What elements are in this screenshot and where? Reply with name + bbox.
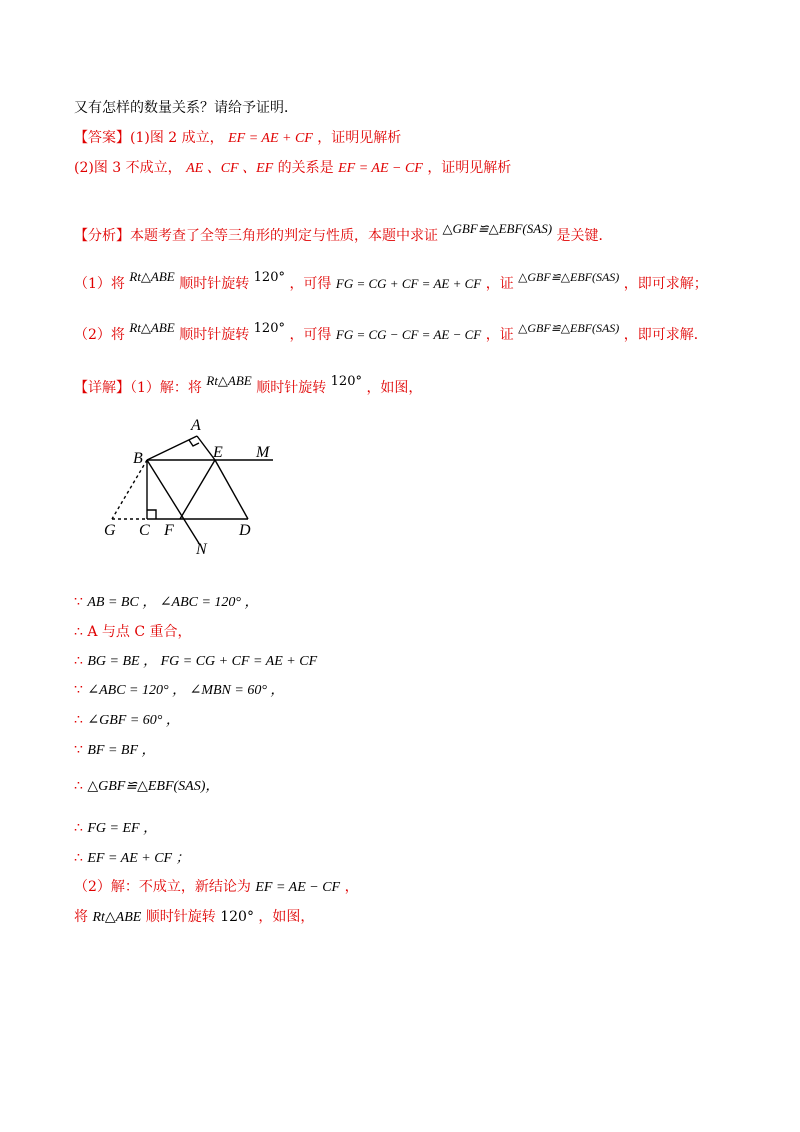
answer-mid-2: 的关系是 [277,160,334,176]
proof-text: A 与点 C 重合， [87,624,192,640]
part2-tail: ，如图， [258,909,315,925]
part2-l2-prefix: 将 [74,909,88,925]
label-A: A [191,417,201,434]
analysis-label: 【分析】本题考查了全等三角形的判定与性质，本题中求证 [74,228,438,244]
detail-intro [74,373,423,399]
label-G: G [104,522,116,539]
segment-BG-dashed [112,460,147,519]
analysis-p1-mid2: ，证 [485,276,514,292]
proof-text: ∠ABC = 120° ， ∠MBN = 60° ， [87,683,285,698]
therefore-symbol: ∴ [74,653,83,669]
analysis-p2-mid: ，可得 [289,327,332,343]
proof-step [74,592,259,613]
because-symbol: ∵ [74,682,83,698]
therefore-symbol: ∴ [74,712,83,728]
part2-prefix: （2）解：不成立，新结论为 [74,879,251,895]
proof-text: FG = EF ， [87,821,158,836]
geometry-figure [100,410,290,560]
analysis-p2-triangle: Rt△ABE [129,320,175,335]
question-tail: 又有怎样的数量关系？请给予证明． [74,100,298,116]
proof-text: BF = BF ， [87,743,156,758]
right-angle-A [189,440,199,446]
analysis-p2-congruence: △GBF≌△EBF(SAS) [518,321,620,335]
detail-angle: 120° [330,374,362,389]
analysis-suffix: 是关键． [556,228,613,244]
therefore-symbol: ∴ [74,624,83,640]
analysis-p1-suffix: ，即可求解； [623,276,708,292]
answer-label: 【答案】(1)图 2 成立， [74,130,224,146]
detail-rotate: 顺时针旋转 [256,380,327,396]
label-N: N [196,541,207,558]
proof-step [74,651,317,672]
proof-step [74,622,192,642]
part2-suffix: ， [344,879,359,895]
analysis-p1-mid: ，可得 [289,276,332,292]
proof-step [74,710,180,731]
analysis-p2-prefix: （2）将 [74,327,125,343]
proof-step [74,848,190,869]
analysis-p1-angle: 120° [253,270,285,285]
answer-segments: AE 、CF 、EF [186,161,274,176]
analysis-intro [74,221,613,246]
label-F: F [164,522,174,539]
right-angle-C [147,510,156,519]
therefore-symbol: ∴ [74,850,83,866]
detail-tail: ，如图， [366,380,423,396]
label-M: M [256,444,270,461]
therefore-symbol: ∴ [74,778,83,794]
answer-line-1 [74,128,401,149]
part2-rotate: 顺时针旋转 [145,909,216,925]
answer-line-2 [74,158,511,179]
proof-text: EF = AE + CF ； [87,851,190,866]
proof-text: BG = BE ， FG = CG + CF = AE + CF [87,654,318,669]
proof-text: ∠GBF = 60° ， [87,713,180,728]
analysis-part-2 [74,320,708,346]
therefore-symbol: ∴ [74,820,83,836]
answer-formula-1: EF = AE + CF [228,131,313,146]
because-symbol: ∵ [74,742,83,758]
because-symbol: ∵ [74,594,83,610]
analysis-p1-prefix: （1）将 [74,276,125,292]
detail-triangle: Rt△ABE [206,373,252,388]
proof-step [74,776,219,797]
analysis-p2-rotate: 顺时针旋转 [179,327,250,343]
analysis-p2-angle: 120° [253,321,285,336]
part2-line-2 [74,907,314,928]
proof-text: △GBF≌△EBF(SAS)， [87,779,220,794]
segment-BA [147,436,197,460]
label-B: B [133,450,143,467]
proof-step [74,680,284,701]
analysis-congruence: △GBF≌△EBF(SAS) [442,221,553,236]
segment-ED [215,460,248,519]
answer-suffix-1: ，证明见解析 [317,130,402,146]
analysis-p1-congruence: △GBF≌△EBF(SAS) [518,270,620,284]
proof-text: AB = BC ， ∠ABC = 120° ， [87,595,259,610]
analysis-p1-triangle: Rt△ABE [129,269,175,284]
label-D: D [239,522,251,539]
label-C: C [139,522,150,539]
analysis-p2-mid2: ，证 [485,327,514,343]
analysis-p2-suffix: ，即可求解． [623,327,708,343]
analysis-p2-formula: FG = CG − CF = AE − CF [335,327,482,342]
proof-step [74,740,156,761]
analysis-p1-formula: FG = CG + CF = AE + CF [335,276,482,291]
segment-EF [180,460,215,519]
part2-formula: EF = AE − CF [255,880,341,895]
analysis-p1-rotate: 顺时针旋转 [179,276,250,292]
label-E: E [213,444,223,461]
detail-label: 【详解】（1）解：将 [74,380,202,396]
answer-suffix-2: ，证明见解析 [427,160,512,176]
answer-formula-2: EF = AE − CF [338,161,423,176]
proof-step [74,818,157,839]
answer-prefix-2: (2)图 3 不成立， [74,160,182,176]
part2-angle: 120° [220,909,254,925]
analysis-part-1 [74,269,708,295]
part2-line-1 [74,877,359,898]
part2-triangle: Rt△ABE [92,910,142,925]
